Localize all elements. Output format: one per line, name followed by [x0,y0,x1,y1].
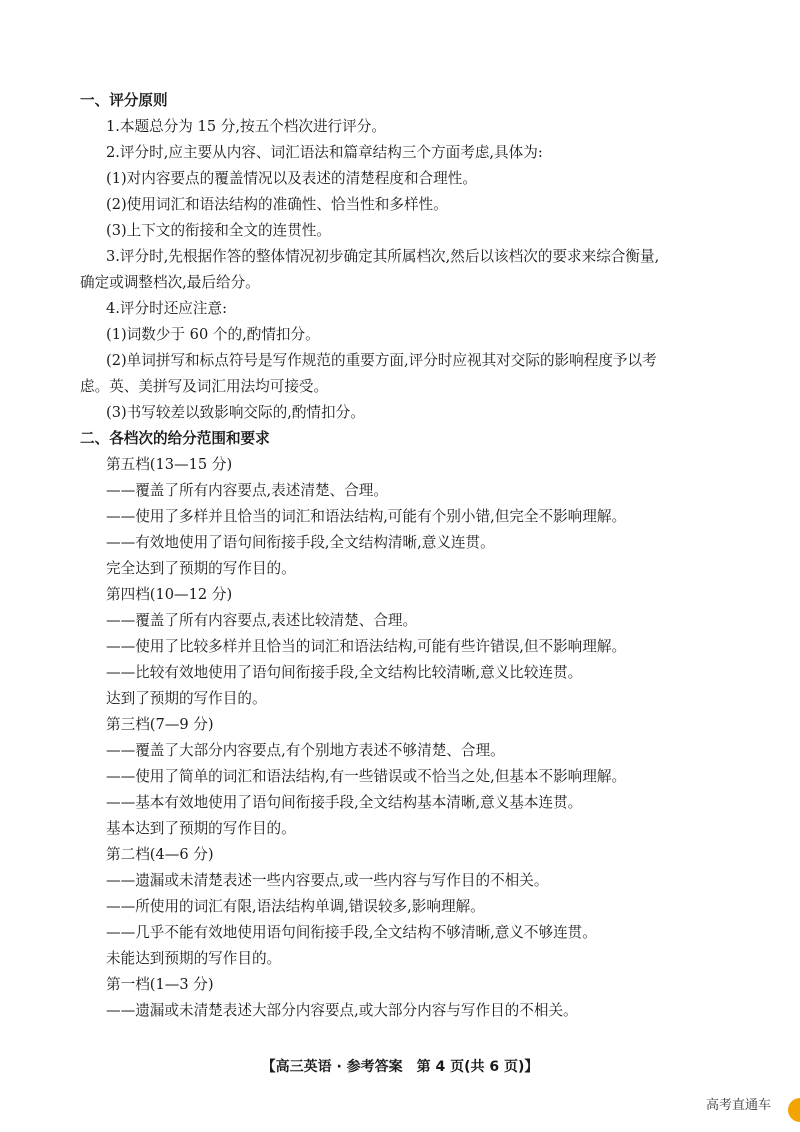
grade-criterion: ——所使用的词汇有限,语法结构单调,错误较多,影响理解。 [106,898,485,915]
paragraph: (2)使用词汇和语法结构的准确性、恰当性和多样性。 [106,196,448,213]
paragraph: 2.评分时,应主要从内容、词汇语法和篇章结构三个方面考虑,具体为: [106,144,543,161]
grade-summary: 基本达到了预期的写作目的。 [106,820,296,837]
page-footer: 【高三英语 · 参考答案 第 4 页(共 6 页)】 [261,1059,539,1075]
grade-criterion: ——基本有效地使用了语句间衔接手段,全文结构基本清晰,意义基本连贯。 [106,794,583,811]
grade-summary: 完全达到了预期的写作目的。 [106,560,296,577]
grade-criterion: ——覆盖了所有内容要点,表述清楚、合理。 [106,482,388,499]
grade-criterion: ——遗漏或未清楚表述大部分内容要点,或大部分内容与写作目的不相关。 [106,1002,578,1019]
grade-criterion: ——比较有效地使用了语句间衔接手段,全文结构比较清晰,意义比较连贯。 [106,664,583,681]
grade-title: 第四档(10—12 分) [106,586,233,603]
watermark-text: 高考直通车 [706,1098,772,1113]
paragraph-continuation: 确定或调整档次,最后给分。 [80,274,260,291]
paragraph: (3)上下文的衔接和全文的连贯性。 [106,222,331,239]
grade-title: 第五档(13—15 分) [106,456,233,473]
grade-title: 第二档(4—6 分) [106,846,214,863]
watermark-logo-icon [788,1098,800,1122]
grade-criterion: ——使用了多样并且恰当的词汇和语法结构,可能有个别小错,但完全不影响理解。 [106,508,627,525]
paragraph: (3)书写较差以致影响交际的,酌情扣分。 [106,404,365,421]
grade-criterion: ——使用了简单的词汇和语法结构,有一些错误或不恰当之处,但基本不影响理解。 [106,768,627,785]
section-heading-scoring-principles: 一、评分原则 [80,92,168,109]
grade-criterion: ——遗漏或未清楚表述一些内容要点,或一些内容与写作目的不相关。 [106,872,549,889]
paragraph-continuation: 虑。英、美拼写及词汇用法均可接受。 [80,378,329,395]
paragraph: (1)对内容要点的覆盖情况以及表述的清楚程度和合理性。 [106,170,477,187]
grade-criterion: ——覆盖了大部分内容要点,有个别地方表述不够清楚、合理。 [106,742,505,759]
grade-summary: 达到了预期的写作目的。 [106,690,267,707]
section-heading-grade-ranges: 二、各档次的给分范围和要求 [80,430,270,447]
grade-summary: 未能达到预期的写作目的。 [106,950,282,967]
paragraph: (2)单词拼写和标点符号是写作规范的重要方面,评分时应视其对交际的影响程度予以考 [106,352,657,369]
grade-criterion: ——有效地使用了语句间衔接手段,全文结构清晰,意义连贯。 [106,534,495,551]
grade-title: 第三档(7—9 分) [106,716,214,733]
paragraph: 1.本题总分为 15 分,按五个档次进行评分。 [106,118,386,135]
paragraph: 3.评分时,先根据作答的整体情况初步确定其所属档次,然后以该档次的要求来综合衡量, [106,248,660,265]
grade-criterion: ——使用了比较多样并且恰当的词汇和语法结构,可能有些许错误,但不影响理解。 [106,638,627,655]
grade-criterion: ——几乎不能有效地使用语句间衔接手段,全文结构不够清晰,意义不够连贯。 [106,924,597,941]
paragraph: 4.评分时还应注意: [106,300,227,317]
grade-title: 第一档(1—3 分) [106,976,214,993]
paragraph: (1)词数少于 60 个的,酌情扣分。 [106,326,320,343]
grade-criterion: ——覆盖了所有内容要点,表述比较清楚、合理。 [106,612,418,629]
